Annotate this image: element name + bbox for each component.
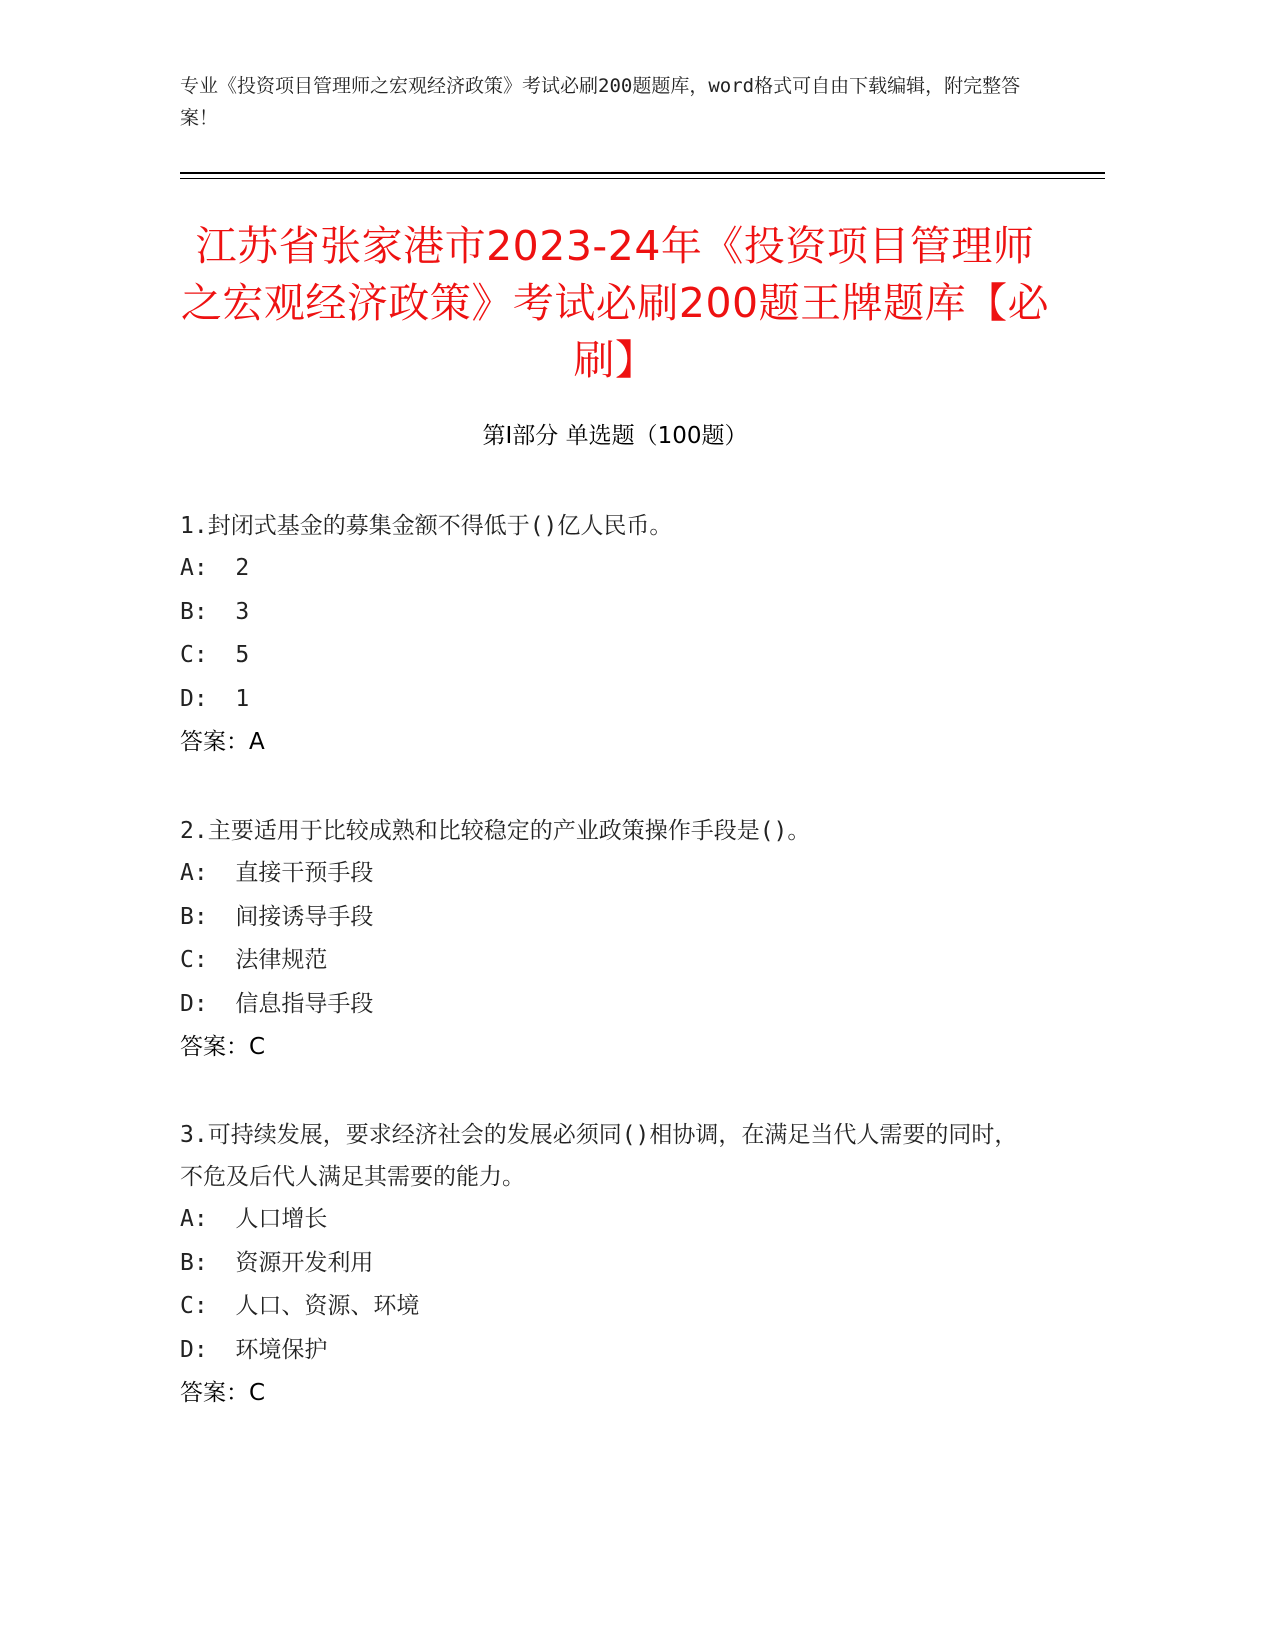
question-1: [180, 505, 1050, 765]
option-d: D: 1: [180, 685, 250, 712]
header-rule-thin: [180, 178, 1105, 179]
option-a: A: 人口增长: [180, 1206, 328, 1232]
document-title: 江苏省张家港市2023-24年《投资项目管理师之宏观经济政策》考试必刷200题王牌题库【必刷】: [180, 222, 1050, 384]
header-note: 专业《投资项目管理师之宏观经济政策》考试必刷200题题库，word格式可自由下载编辑，附完整答案！: [180, 75, 1021, 129]
answer-line: 答案：A: [180, 729, 265, 755]
option-b: B: 间接诱导手段: [180, 903, 374, 930]
question-2: [180, 810, 1050, 1070]
option-b: B: 3: [180, 598, 250, 625]
option-a: A: 2: [180, 555, 250, 581]
option-d: D: 信息指导手段: [180, 990, 374, 1017]
option-c: C: 人口、资源、环境: [180, 1293, 420, 1319]
option-c: C: 法律规范: [180, 947, 328, 973]
header-rule-thick: [180, 172, 1105, 174]
question-text: 2.主要适用于比较成熟和比较稳定的产业政策操作手段是()。: [180, 818, 811, 844]
option-a: A: 直接干预手段: [180, 860, 374, 886]
question-3: [180, 1114, 1050, 1416]
option-c: C: 5: [180, 642, 250, 668]
option-d: D: 环境保护: [180, 1336, 328, 1363]
option-b: B: 资源开发利用: [180, 1249, 374, 1276]
question-text: 1.封闭式基金的募集金额不得低于()亿人民币。: [180, 513, 673, 539]
answer-line: 答案：C: [180, 1380, 266, 1406]
answer-line: 答案：C: [180, 1034, 266, 1060]
question-text: 3.可持续发展，要求经济社会的发展必须同()相协调，在满足当代人需要的同时，不危及后代人满足其需要的能力。: [180, 1122, 1018, 1190]
section-heading: 第Ⅰ部分 单选题（100题）: [482, 423, 748, 449]
